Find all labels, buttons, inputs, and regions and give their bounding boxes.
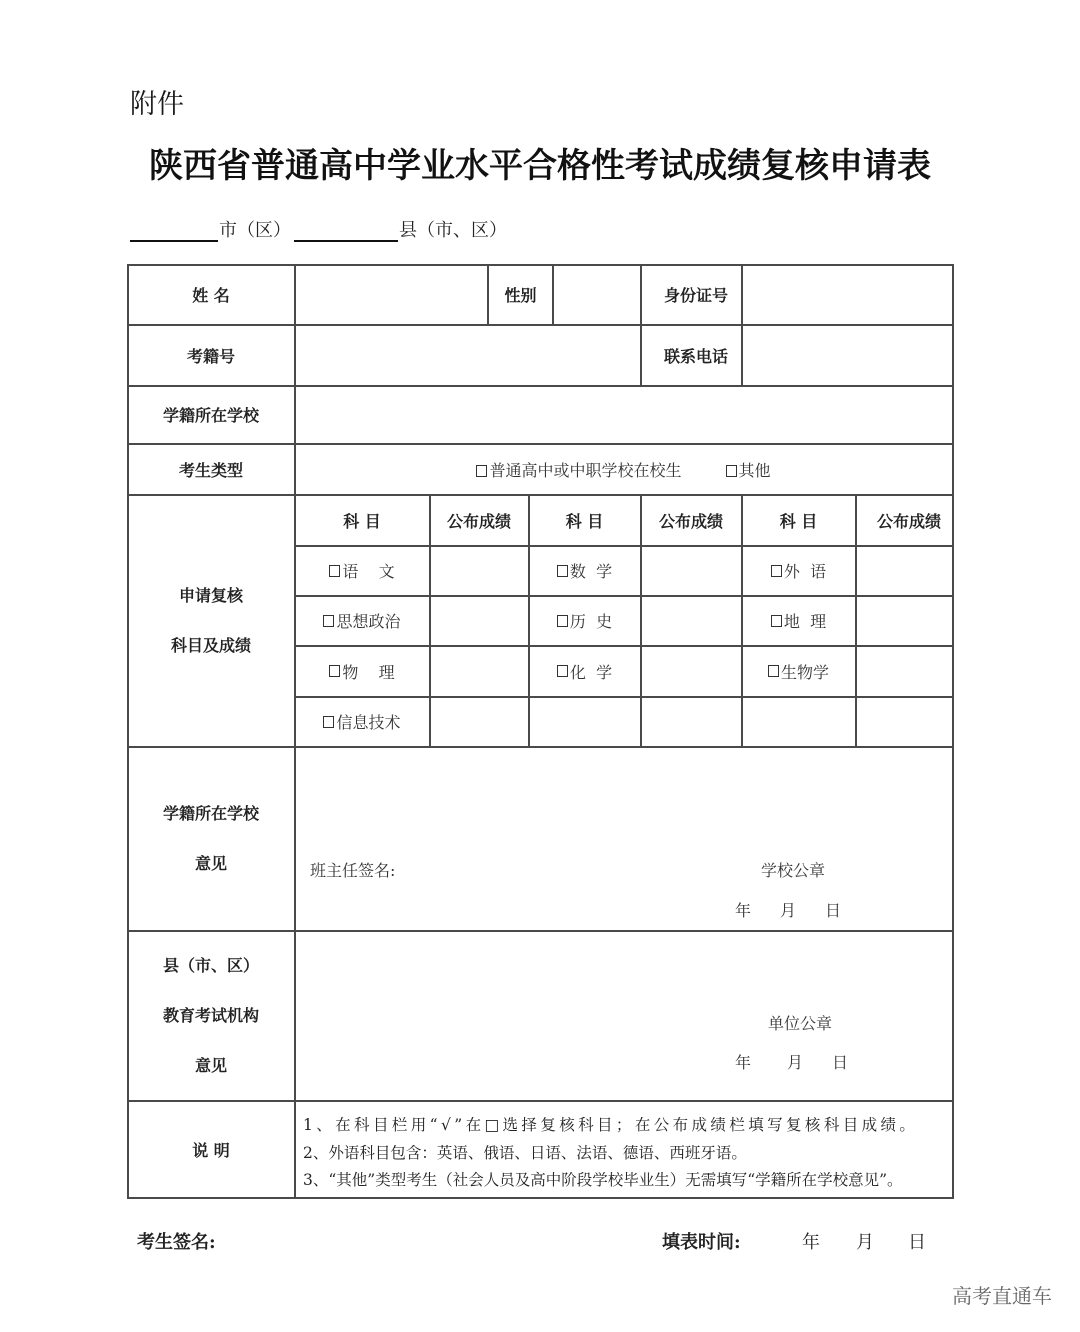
table-border-bottom bbox=[127, 1197, 954, 1199]
scores-section-label bbox=[128, 495, 294, 746]
scores-label-line1: 申请复核 bbox=[178, 585, 243, 605]
checkbox-icon[interactable] bbox=[329, 665, 340, 677]
checkbox-icon[interactable] bbox=[476, 465, 487, 477]
school-opinion-line2: 意见 bbox=[194, 853, 227, 873]
county-opinion-line2: 教育考试机构 bbox=[162, 1005, 259, 1025]
page-title: 陕西省普通高中学业水平合格性考试成绩复核申请表 bbox=[149, 146, 931, 186]
empty-cell bbox=[642, 698, 740, 745]
subject-label: 历 史 bbox=[569, 612, 613, 631]
subject-label: 生物学 bbox=[780, 662, 829, 682]
checkbox-icon[interactable] bbox=[323, 716, 334, 728]
score-politics[interactable] bbox=[431, 597, 527, 644]
applicant-signature-field[interactable] bbox=[225, 1224, 525, 1254]
subject-history[interactable] bbox=[529, 596, 640, 645]
subject-label: 数 学 bbox=[569, 562, 613, 581]
fill-date-month: 月 bbox=[856, 1232, 874, 1253]
fill-date-label: 填表时间: bbox=[662, 1232, 741, 1253]
subject-label: 信息技术 bbox=[336, 713, 401, 732]
table-border-right bbox=[952, 264, 954, 1198]
type-option-other[interactable] bbox=[726, 458, 771, 481]
header-score: 公布成绩 bbox=[876, 511, 941, 531]
header-subject: 科 目 bbox=[343, 511, 381, 531]
empty-cell bbox=[857, 698, 951, 745]
school-date-day: 日 bbox=[825, 901, 842, 920]
score-foreign-language[interactable] bbox=[857, 547, 951, 594]
county-suffix: 县（市、区） bbox=[399, 220, 507, 241]
scores-label-line2: 科目及成绩 bbox=[170, 635, 251, 655]
school-opinion-label bbox=[128, 747, 294, 930]
type-options bbox=[296, 444, 951, 494]
subject-politics[interactable] bbox=[295, 596, 429, 645]
exam-no-label: 考籍号 bbox=[186, 346, 235, 366]
score-geography[interactable] bbox=[857, 597, 951, 644]
school-opinion-line1: 学籍所在学校 bbox=[162, 803, 259, 823]
empty-cell bbox=[743, 698, 854, 745]
subject-biology[interactable] bbox=[742, 646, 855, 696]
id-field[interactable] bbox=[743, 266, 951, 323]
checkbox-icon[interactable] bbox=[557, 665, 568, 677]
empty-cell bbox=[530, 698, 639, 745]
subject-foreign-language[interactable] bbox=[742, 546, 855, 595]
score-chemistry[interactable] bbox=[642, 647, 740, 695]
score-history[interactable] bbox=[642, 597, 740, 644]
subject-label: 思想政治 bbox=[336, 612, 401, 631]
school-label: 学籍所在学校 bbox=[162, 406, 259, 425]
subject-label: 语 文 bbox=[342, 562, 395, 581]
fill-date-year: 年 bbox=[802, 1232, 820, 1253]
checkbox-icon[interactable] bbox=[771, 615, 782, 627]
school-date-year: 年 bbox=[735, 901, 752, 920]
phone-label: 联系电话 bbox=[663, 346, 728, 366]
subject-geography[interactable] bbox=[742, 596, 855, 645]
name-label: 姓 名 bbox=[192, 286, 230, 305]
watermark: 高考直通车 bbox=[952, 1284, 1052, 1308]
school-date-month: 月 bbox=[780, 901, 797, 920]
county-date-day: 日 bbox=[832, 1053, 849, 1072]
county-date-year: 年 bbox=[735, 1053, 752, 1072]
score-biology[interactable] bbox=[857, 647, 951, 695]
checkbox-icon[interactable] bbox=[323, 615, 334, 627]
subject-math[interactable] bbox=[529, 546, 640, 595]
gender-field[interactable] bbox=[554, 266, 639, 323]
school-field[interactable] bbox=[296, 387, 951, 442]
note-item-1: 1、在科目栏用“√”在□选择复核科目；在公布成绩栏填写复核科目成绩。 bbox=[303, 1116, 919, 1134]
score-chinese[interactable] bbox=[431, 547, 527, 594]
gender-label: 性别 bbox=[504, 286, 537, 305]
teacher-signature-label: 班主任签名: bbox=[310, 861, 396, 880]
id-label: 身份证号 bbox=[663, 286, 728, 305]
header-score: 公布成绩 bbox=[446, 511, 511, 531]
region-line bbox=[130, 216, 508, 242]
unit-seal-label: 单位公章 bbox=[768, 1014, 833, 1033]
county-opinion-line3: 意见 bbox=[194, 1055, 227, 1075]
city-suffix: 市（区） bbox=[219, 220, 291, 241]
score-math[interactable] bbox=[642, 547, 740, 594]
subject-it[interactable] bbox=[295, 697, 429, 746]
subject-label: 物 理 bbox=[342, 662, 395, 682]
fill-date-day: 日 bbox=[908, 1232, 926, 1253]
type-option-label: 其他 bbox=[738, 460, 771, 480]
county-opinion-line1: 县（市、区） bbox=[162, 955, 259, 975]
score-it[interactable] bbox=[431, 698, 527, 745]
note-item-2: 2、外语科目包含：英语、俄语、日语、法语、德语、西班牙语。 bbox=[303, 1144, 747, 1162]
note-item-3: 3、“其他”类型考生（社会人员及高中阶段学校毕业生）无需填写“学籍所在学校意见”。 bbox=[303, 1171, 903, 1189]
exam-no-field[interactable] bbox=[296, 326, 639, 384]
applicant-signature-label: 考生签名: bbox=[137, 1232, 216, 1253]
checkbox-icon[interactable] bbox=[768, 665, 779, 677]
subject-label: 化 学 bbox=[569, 662, 613, 682]
type-label: 考生类型 bbox=[178, 460, 243, 480]
header-subject: 科 目 bbox=[779, 511, 818, 531]
school-seal-label: 学校公章 bbox=[761, 861, 826, 880]
score-physics[interactable] bbox=[431, 647, 527, 695]
phone-field[interactable] bbox=[743, 326, 951, 384]
header-subject: 科 目 bbox=[565, 511, 604, 531]
county-opinion-area[interactable] bbox=[296, 932, 951, 1099]
county-opinion-label bbox=[128, 931, 294, 1100]
subject-label: 地 理 bbox=[783, 612, 827, 631]
city-blank[interactable] bbox=[130, 218, 218, 242]
type-option-student[interactable] bbox=[476, 458, 681, 481]
checkbox-icon[interactable] bbox=[557, 565, 568, 577]
checkbox-icon[interactable] bbox=[329, 565, 340, 577]
type-option-label: 普通高中或中职学校在校生 bbox=[489, 460, 682, 480]
subject-chemistry[interactable] bbox=[529, 646, 640, 696]
subject-physics[interactable] bbox=[295, 646, 429, 696]
name-field[interactable] bbox=[296, 266, 486, 323]
county-date-month: 月 bbox=[787, 1053, 804, 1072]
checkbox-icon[interactable] bbox=[557, 615, 568, 627]
county-blank[interactable] bbox=[294, 218, 398, 242]
subject-label: 外 语 bbox=[783, 562, 827, 581]
subject-chinese[interactable] bbox=[295, 546, 429, 595]
notes-label: 说 明 bbox=[192, 1140, 230, 1160]
checkbox-icon[interactable] bbox=[771, 565, 782, 577]
checkbox-icon[interactable] bbox=[726, 465, 737, 477]
header-score: 公布成绩 bbox=[658, 511, 723, 531]
attachment-label: 附件 bbox=[130, 89, 184, 120]
school-opinion-area[interactable] bbox=[296, 748, 951, 929]
